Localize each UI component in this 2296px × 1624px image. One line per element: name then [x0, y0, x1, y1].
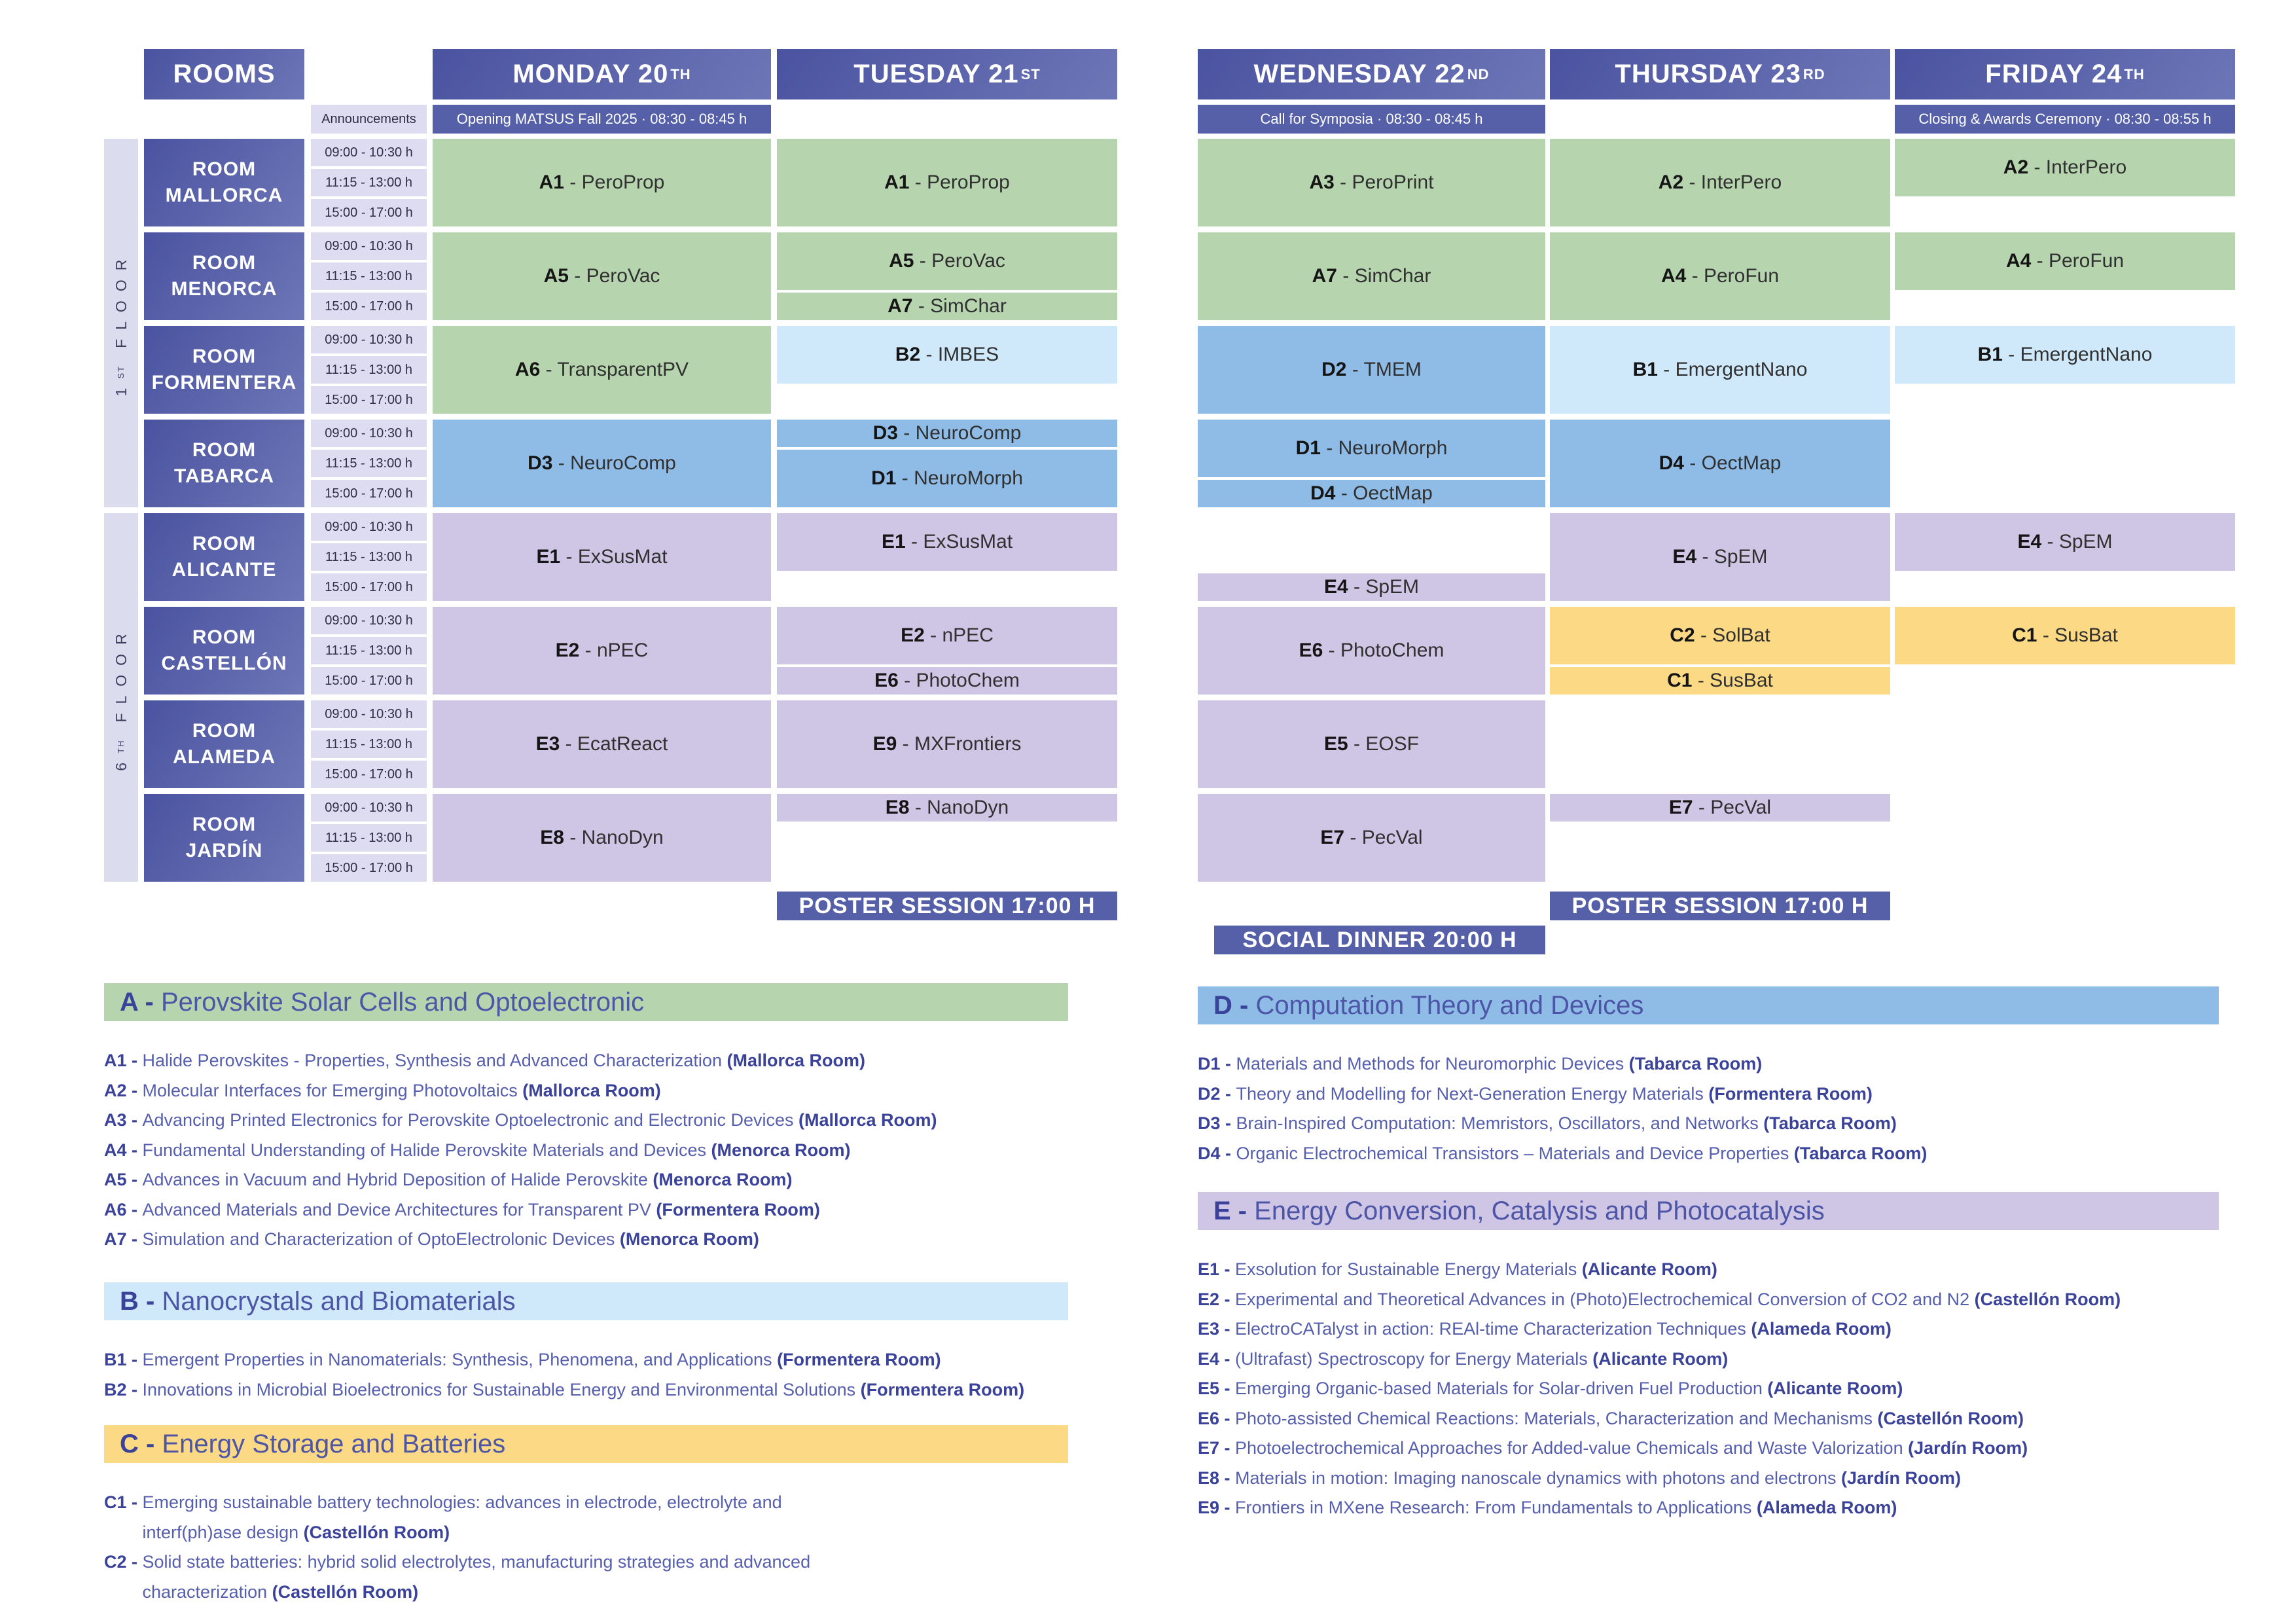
- time-slot-cell: 15:00 - 17:00 h: [311, 573, 427, 601]
- session-cell-e3-ecatreact-mon: E3 - EcatReact: [433, 700, 771, 788]
- session-cell-c2-solbat-thu: C2 - SolBat: [1550, 607, 1890, 664]
- legend-items-a: [104, 1046, 1068, 1255]
- time-slot-cell: 11:15 - 13:00 h: [311, 262, 427, 290]
- session-cell-a6-transparentpv-mon: A6 - TransparentPV: [433, 326, 771, 414]
- legend-bar-e: E - Energy Conversion, Catalysis and Photocatalysis: [1198, 1192, 2219, 1230]
- legend-items-e: [1198, 1255, 2219, 1523]
- session-cell-d2-tmem-wed: D2 - TMEM: [1198, 326, 1545, 414]
- time-slot-cell: 09:00 - 10:30 h: [311, 232, 427, 260]
- room-cell-mallorca: ROOM MALLORCA: [144, 139, 304, 226]
- closing-ceremony-text: Closing & Awards Ceremony · 08:30 - 08:55 h: [1918, 111, 2212, 127]
- floor-label-6th-floor: 6 TH FLOOR: [112, 624, 130, 771]
- time-slot-cell: 09:00 - 10:30 h: [311, 420, 427, 447]
- day-header-monday-label: MONDAY 20: [512, 60, 669, 88]
- time-slot-cell: 11:15 - 13:00 h: [311, 731, 427, 758]
- time-slot-cell: 11:15 - 13:00 h: [311, 356, 427, 384]
- legend-bar-a: A - Perovskite Solar Cells and Optoelectronic: [104, 983, 1068, 1021]
- announcements-label: Announcements: [321, 111, 416, 126]
- legend-item-a7: A7 - Simulation and Characterization of OptoElectrolonic Devices (Menorca Room): [104, 1229, 759, 1249]
- poster-session-banner-tuesday: [777, 892, 1117, 920]
- session-cell-a5-perovac-tue: A5 - PeroVac: [777, 232, 1117, 290]
- legend-item-e3: E3 - ElectroCATalyst in action: REAl-time Characterization Techniques (Alameda Room): [1198, 1319, 1892, 1339]
- session-cell-e5-eosf-wed: E5 - EOSF: [1198, 700, 1545, 788]
- legend-item-a5: A5 - Advances in Vacuum and Hybrid Deposition of Halide Perovskite (Menorca Room): [104, 1170, 793, 1189]
- time-slot-cell: 11:15 - 13:00 h: [311, 637, 427, 664]
- session-cell-e2-npec-tue: E2 - nPEC: [777, 607, 1117, 664]
- session-cell-e1-exsusmat-tue: E1 - ExSusMat: [777, 513, 1117, 571]
- room-cell-alameda: ROOM ALAMEDA: [144, 700, 304, 788]
- session-cell-e6-photochem-wed: E6 - PhotoChem: [1198, 607, 1545, 695]
- room-cell-tabarca: ROOM TABARCA: [144, 420, 304, 507]
- time-slot-cell: 15:00 - 17:00 h: [311, 386, 427, 414]
- session-cell-b2-imbes-tue: B2 - IMBES: [777, 326, 1117, 384]
- legend-bar-d: D - Computation Theory and Devices: [1198, 986, 2219, 1024]
- day-header-monday: MONDAY 20 TH: [433, 49, 771, 99]
- session-cell-e7-pecval-wed: E7 - PecVal: [1198, 794, 1545, 882]
- session-cell-a5-perovac-mon: A5 - PeroVac: [433, 232, 771, 320]
- legend-item-e4: E4 - (Ultrafast) Spectroscopy for Energy Materials (Alicante Room): [1198, 1348, 1729, 1369]
- legend-item-d4: D4 - Organic Electrochemical Transistors – Materials and Device Properties (Tabarca Room): [1198, 1143, 1928, 1163]
- day-header-thursday-label: THURSDAY 23: [1615, 60, 1801, 88]
- legend-item-a3: A3 - Advancing Printed Electronics for Perovskite Optoelectronic and Electronic Devices (Mallorca Room): [104, 1110, 937, 1130]
- legend-bar-b: B - Nanocrystals and Biomaterials: [104, 1282, 1068, 1320]
- day-header-tuesday-label: TUESDAY 21: [853, 60, 1019, 88]
- session-cell-e2-npec-mon: E2 - nPEC: [433, 607, 771, 695]
- session-cell-b1-emergentnano-fri: B1 - EmergentNano: [1895, 326, 2235, 384]
- day-header-tuesday: TUESDAY 21 ST: [777, 49, 1117, 99]
- time-slot-cell: 11:15 - 13:00 h: [311, 169, 427, 196]
- legend-item-e1: E1 - Exsolution for Sustainable Energy Materials (Alicante Room): [1198, 1259, 1717, 1279]
- time-slot-cell: 09:00 - 10:30 h: [311, 513, 427, 541]
- session-cell-d1-neuromorph-tue: D1 - NeuroMorph: [777, 450, 1117, 507]
- day-header-wednesday-label: WEDNESDAY 22: [1253, 60, 1465, 88]
- legend-item-e6: E6 - Photo-assisted Chemical Reactions: Materials, Characterization and Mechanisms (Castellón Room): [1198, 1408, 2024, 1428]
- room-cell-alicante: ROOM ALICANTE: [144, 513, 304, 601]
- time-slot-cell: 11:15 - 13:00 h: [311, 543, 427, 571]
- legend-items-d: [1198, 1049, 2219, 1168]
- rooms-header: [144, 49, 304, 99]
- session-cell-b1-emergentnano-thu: B1 - EmergentNano: [1550, 326, 1890, 414]
- session-cell-d1-neuromorph-wed: D1 - NeuroMorph: [1198, 420, 1545, 477]
- time-slot-cell: 09:00 - 10:30 h: [311, 139, 427, 166]
- room-cell-menorca: ROOM MENORCA: [144, 232, 304, 320]
- time-slot-cell: 09:00 - 10:30 h: [311, 326, 427, 353]
- legend-item-c2: C2 - Solid state batteries: hybrid solid electrolytes, manufacturing strategies and advanced characterization (Castellón Room): [104, 1552, 811, 1602]
- time-slot-cell: 09:00 - 10:30 h: [311, 607, 427, 634]
- session-cell-a4-perofun-fri: A4 - PeroFun: [1895, 232, 2235, 290]
- legend-item-d1: D1 - Materials and Methods for Neuromorphic Devices (Tabarca Room): [1198, 1054, 1763, 1074]
- legend-item-e2: E2 - Experimental and Theoretical Advances in (Photo)Electrochemical Conversion of CO2 and N2 (Castellón Room): [1198, 1289, 2121, 1309]
- legend-item-e5: E5 - Emerging Organic-based Materials for Solar-driven Fuel Production (Alicante Room): [1198, 1379, 1903, 1398]
- legend-item-e7: E7 - Photoelectrochemical Approaches for Added-value Chemicals and Waste Valorization (Jardín Room): [1198, 1438, 2028, 1458]
- session-cell-a7-simchar-tue: A7 - SimChar: [777, 293, 1117, 320]
- session-cell-a2-interpero-fri: A2 - InterPero: [1895, 139, 2235, 196]
- time-slot-cell: 15:00 - 17:00 h: [311, 480, 427, 507]
- time-slot-cell: 15:00 - 17:00 h: [311, 854, 427, 882]
- day-header-friday: FRIDAY 24 TH: [1895, 49, 2235, 99]
- session-cell-a4-perofun-thu: A4 - PeroFun: [1550, 232, 1890, 320]
- social-dinner-banner-wednesday: [1214, 926, 1545, 954]
- legend-item-e8: E8 - Materials in motion: Imaging nanoscale dynamics with photons and electrons (Jardín Room): [1198, 1468, 1962, 1488]
- session-cell-a2-interpero-thu: A2 - InterPero: [1550, 139, 1890, 226]
- session-cell-e4-spem-thu: E4 - SpEM: [1550, 513, 1890, 601]
- time-slot-cell: 15:00 - 17:00 h: [311, 199, 427, 226]
- session-cell-e9-mxfrontiers-tue: E9 - MXFrontiers: [777, 700, 1117, 788]
- room-cell-formentera: ROOM FORMENTERA: [144, 326, 304, 414]
- legend-item-e9: E9 - Frontiers in MXene Research: From Fundamentals to Applications (Alameda Room): [1198, 1498, 1897, 1517]
- session-cell-c1-susbat-thu: C1 - SusBat: [1550, 667, 1890, 695]
- session-cell-e1-exsusmat-mon: E1 - ExSusMat: [433, 513, 771, 601]
- legend-items-b: [104, 1345, 1068, 1405]
- floor-bar-6th: [104, 513, 138, 882]
- session-cell-e8-nanodyn-tue: E8 - NanoDyn: [777, 794, 1117, 821]
- poster-session-banner-thursday: [1550, 892, 1890, 920]
- day-header-wednesday: WEDNESDAY 22 ND: [1198, 49, 1545, 99]
- time-slot-cell: 15:00 - 17:00 h: [311, 761, 427, 788]
- session-cell-a3-peroprint-wed: A3 - PeroPrint: [1198, 139, 1545, 226]
- session-cell-a1-peroprop-tue: A1 - PeroProp: [777, 139, 1117, 226]
- opening-banner-monday: [433, 105, 771, 134]
- announcements-label-cell: [311, 105, 427, 134]
- rooms-header-label: ROOMS: [173, 60, 276, 88]
- poster-session-tuesday-text: POSTER SESSION 17:00 H: [798, 893, 1096, 918]
- legend-item-d2: D2 - Theory and Modelling for Next-Generation Energy Materials (Formentera Room): [1198, 1083, 1873, 1104]
- day-header-friday-label: FRIDAY 24: [1985, 60, 2123, 88]
- time-slot-cell: 15:00 - 17:00 h: [311, 667, 427, 695]
- session-cell-d4-oectmap-thu: D4 - OectMap: [1550, 420, 1890, 507]
- call-for-symposia-banner-wednesday: [1198, 105, 1545, 134]
- session-cell-e6-photochem-tue: E6 - PhotoChem: [777, 667, 1117, 695]
- day-header-thursday: THURSDAY 23 RD: [1550, 49, 1890, 99]
- session-cell-e7-pecval-thu: E7 - PecVal: [1550, 794, 1890, 821]
- session-cell-e4-spem-fri: E4 - SpEM: [1895, 513, 2235, 571]
- legend-item-c1: C1 - Emerging sustainable battery technologies: advances in electrode, electrolyte and interf(ph)ase design (Castellón Room): [104, 1492, 782, 1542]
- session-cell-a1-peroprop-mon: A1 - PeroProp: [433, 139, 771, 226]
- room-cell-jardin: ROOM JARDÍN: [144, 794, 304, 882]
- call-for-symposia-text: Call for Symposia · 08:30 - 08:45 h: [1260, 111, 1483, 127]
- session-cell-c1-susbat-fri: C1 - SusBat: [1895, 607, 2235, 664]
- opening-banner-text: Opening MATSUS Fall 2025 · 08:30 - 08:45 h: [456, 111, 747, 127]
- legend-item-b1: B1 - Emergent Properties in Nanomaterials: Synthesis, Phenomena, and Applications (Formentera Room): [104, 1350, 941, 1369]
- legend-item-a4: A4 - Fundamental Understanding of Halide Perovskite Materials and Devices (Menorca Room): [104, 1140, 851, 1160]
- session-cell-a7-simchar-wed: A7 - SimChar: [1198, 232, 1545, 320]
- closing-ceremony-banner-friday: [1895, 105, 2235, 134]
- legend-item-b2: B2 - Innovations in Microbial Bioelectronics for Sustainable Energy and Environmental Solutions (Formentera Room): [104, 1379, 1025, 1399]
- poster-session-thursday-text: POSTER SESSION 17:00 H: [1571, 893, 1869, 918]
- session-cell-d4-oectmap-wed: D4 - OectMap: [1198, 480, 1545, 507]
- time-slot-cell: 09:00 - 10:30 h: [311, 700, 427, 728]
- session-cell-d3-neurocomp-tue: D3 - NeuroComp: [777, 420, 1117, 447]
- session-cell-d3-neurocomp-mon: D3 - NeuroComp: [433, 420, 771, 507]
- legend-bar-c: C - Energy Storage and Batteries: [104, 1425, 1068, 1463]
- time-slot-cell: 11:15 - 13:00 h: [311, 824, 427, 852]
- floor-bar-1st: [104, 139, 138, 507]
- time-slot-cell: 09:00 - 10:30 h: [311, 794, 427, 821]
- time-slot-cell: 11:15 - 13:00 h: [311, 450, 427, 477]
- room-cell-castellon: ROOM CASTELLÓN: [144, 607, 304, 695]
- legend-item-a1: A1 - Halide Perovskites - Properties, Synthesis and Advanced Characterization (Mallorca Room): [104, 1051, 865, 1070]
- session-cell-e4-spem-wed: E4 - SpEM: [1198, 573, 1545, 601]
- social-dinner-text: SOCIAL DINNER 20:00 H: [1242, 927, 1517, 952]
- time-slot-cell: 15:00 - 17:00 h: [311, 293, 427, 320]
- legend-items-c: [104, 1488, 1068, 1607]
- session-cell-e8-nanodyn-mon: E8 - NanoDyn: [433, 794, 771, 882]
- legend-item-d3: D3 - Brain-Inspired Computation: Memristors, Oscillators, and Networks (Tabarca Room): [1198, 1113, 1897, 1133]
- legend-item-a6: A6 - Advanced Materials and Device Architectures for Transparent PV (Formentera Room): [104, 1199, 820, 1219]
- floor-label-1st-floor: 1 ST FLOOR: [112, 250, 130, 396]
- legend-item-a2: A2 - Molecular Interfaces for Emerging Photovoltaics (Mallorca Room): [104, 1080, 661, 1100]
